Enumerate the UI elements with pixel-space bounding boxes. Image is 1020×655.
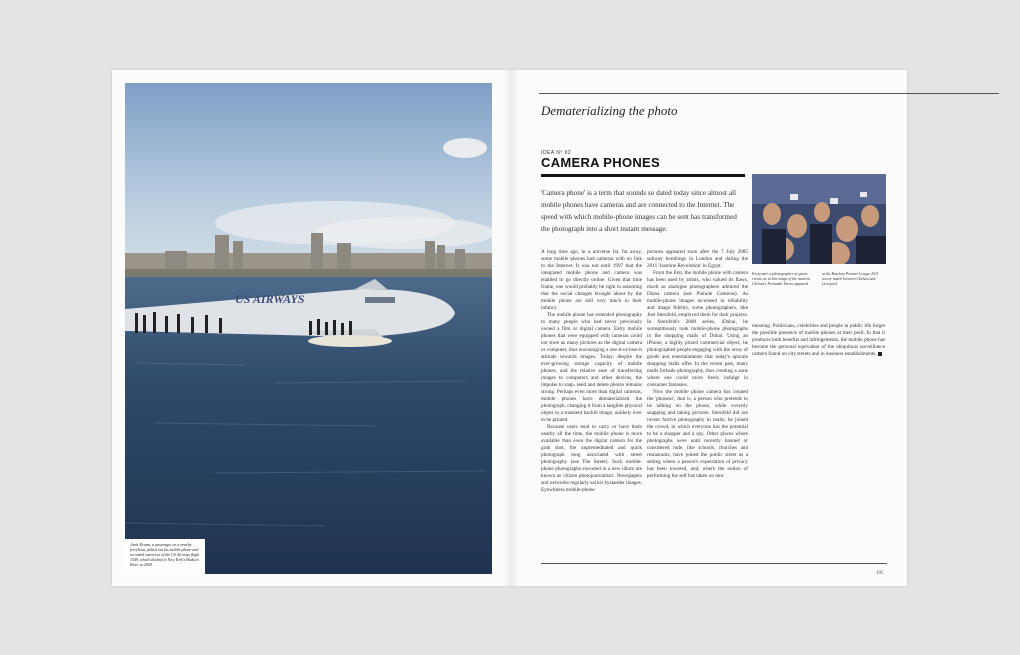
bottom-rule	[541, 563, 887, 564]
col1-paragraph: The mobile phone has extended photography to many people who had never previously owned a film or digital camera. Early mobile phones that were equipped with cameras could not store as many pictures as the digital camera or computer, thus encouraging a use-it-or-lose-it attitude towards images. Today, despite the ever-growing storage capacity of mobile phones, and the relative ease of transferring images to computers and other devices, the impulse to snap, send and delete photos remains strong. Perhaps even more than digital cameras, mobile phones have dematerialized the photograph, changing it from a tangible physical object to a transient backlit image, unlikely ever to be printed.	[541, 312, 642, 423]
crowd-photo	[752, 174, 886, 264]
section-title: Dematerializing the photo	[541, 103, 678, 118]
title-bar	[541, 174, 745, 177]
body-column-2	[647, 249, 748, 480]
col1-paragraph: Because users tend to carry or have them nearby all the time, the mobile phone is more available than even the digital camera for the grab shot, the unpremeditated and quick photograph long associated with street photography (see The Street). Such mobile-phone photographs executed in a new idiom are known as 'citizen photojournalism'. Newspapers and networks regularly solicit bystander images. Eyewitness mobile-phone	[541, 424, 642, 493]
body-column-1	[541, 249, 642, 494]
col2-paragraph: From the first, the mobile phone with camera has been used by artists, who valued its flaws, much as analogue photographers admired the Diana camera (see Pinhole Cameras). As mobile-phone images increased in reliability and image fidelity, some photographers, like Joel Sternfeld, employed them for their projects. In Sternfeld's 2008 series, iDubai, he surreptitiously took mobile-phone photographs in the shopping malls of Dubai. Using an iPhone, a highly prized commercial object, he photographed people engaging with the array of goods and entertainments that today's upscale shopping malls offer. In the recent past, many malls forbade photography, thus creating a zone where one could more freely indulge in consumer fantasies.	[647, 270, 748, 388]
col2-paragraph: Now the mobile phone camera has created the 'phoneur', that is, a person who pretends to be talking on the phone, while covertly snapping and taking pictures. Sternfeld did not invent furtive photography in malls; he joined the crowd, in which everyone has the potential to be a shopper and a spy. Other places where photographs were until recently banned or considered rude, like schools, churches and restaurants, have joined the public street as a setting where a person's expectation of privacy has been lowered, and, where the notion of performing the self has taken on new	[647, 389, 748, 479]
inset-caption-left: Everyone's a photographer at sports events, as in this image of the moment Chelsea's Fernando Torres appeared	[752, 272, 810, 286]
hudson-plane-photo	[125, 83, 492, 574]
idea-label: IDEA Nº 92	[541, 150, 572, 156]
photo-caption: Janis Krums, a passenger on a nearby ferryboat, pulled out his mobile phone and recorded survivors of the US Airways flight 1549, which ditched in New York's Hudson River in 2009.	[125, 539, 205, 574]
book-gutter	[504, 70, 518, 586]
end-mark-icon	[878, 352, 882, 356]
col3-paragraph: meaning. Politicians, celebrities and people in public life forget the possible presence of mobile phones at their peril. In that it produces both benefits and infringements, the mobile phone has become the personal equivalent of the ubiquitous surveillance camera found on city streets and in business establishments.	[752, 323, 885, 357]
body-column-3	[752, 323, 885, 358]
intro-paragraph: 'Camera phone' is a term that sounds so dated today since almost all mobile phones have cameras and are connected to the Internet. The speed with which mobile-phone images can be sent has transformed the photograph into a short instant message.	[541, 189, 737, 233]
entry-title: CAMERA PHONES	[541, 155, 660, 170]
col2-paragraph: pictures appeared soon after the 7 July 2005 subway bombings in London and during the 2011 'Jasmine Revolution' in Egypt.	[647, 249, 748, 269]
page-number: 195	[876, 571, 884, 576]
col1-paragraph: A long time ago, in a universe far, far away, some mobile phones had cameras with no link to the Internet. It was not until 1997 that the integrated mobile phone and camera was enabled to go directly online. Given that time frame, one would probably be right in assuming that the social changes brought about by the mobile phone are still very much in their infancy.	[541, 249, 642, 311]
inset-caption-right: at the Barclays Premier League 2011 soccer match between Chelsea and Liverpool.	[822, 272, 879, 286]
plane-livery-text: US AIRWAYS	[235, 292, 305, 306]
top-rule	[539, 93, 999, 94]
